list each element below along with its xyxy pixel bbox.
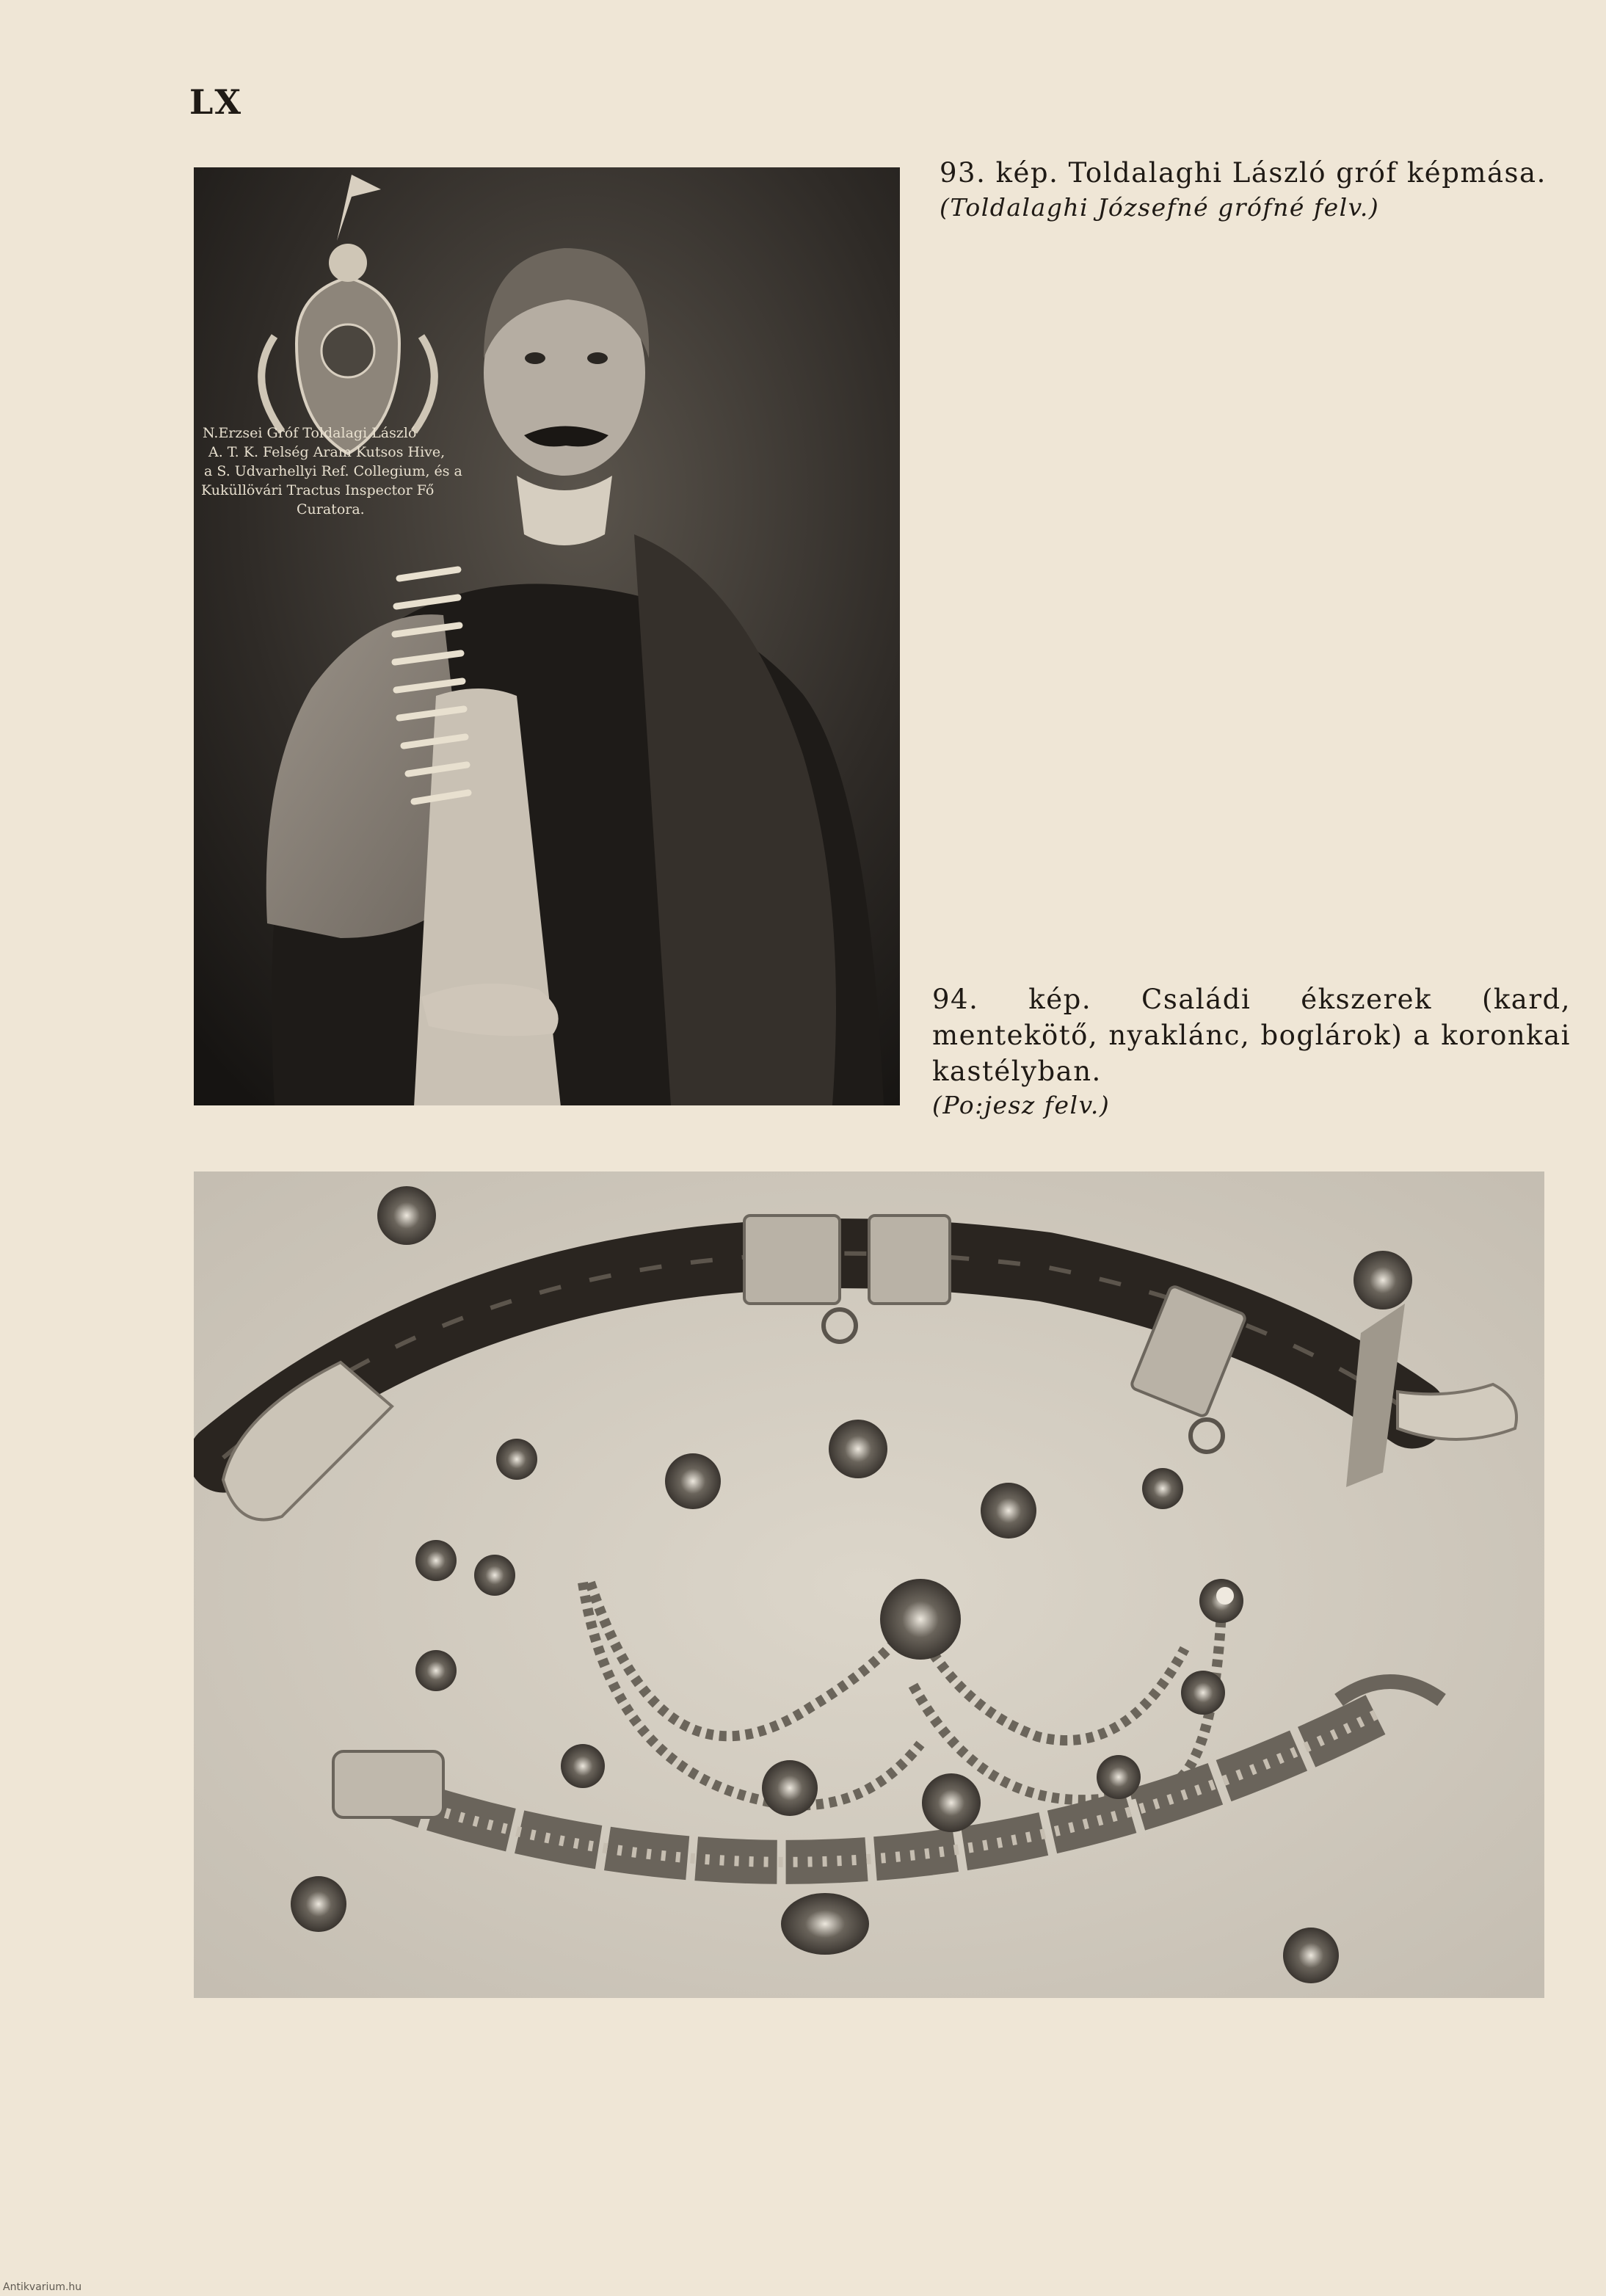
- inscription-line-3: a S. Udvarhellyi Ref. Collegium, és a: [204, 463, 462, 479]
- inscription-line-4: Kuküllövári Tractus Inspector Fő: [201, 482, 435, 498]
- inscription-line-5: Curatora.: [297, 501, 365, 517]
- portrait-illustration: [194, 167, 900, 1105]
- portrait-photo: [194, 167, 900, 1105]
- jewelry-illustration: [194, 1171, 1544, 1998]
- figure-93-title: 93. kép. Toldalaghi László gróf képmása.: [940, 157, 1547, 189]
- inscription-line-1: N.Erzsei Gróf Toldalagi László: [203, 425, 417, 441]
- watermark: Antikvarium.hu: [3, 2281, 82, 2293]
- page-number: LX: [189, 82, 243, 122]
- necklace-pendant: [880, 1579, 961, 1660]
- figure-94-credit: (Po:jesz felv.): [932, 1091, 1111, 1120]
- figure-93-credit: (Toldalaghi Józsefné grófné felv.): [940, 192, 1380, 222]
- figure-93-caption: [940, 156, 1556, 223]
- figure-94-caption: [932, 982, 1571, 1122]
- figure-94-title: 94. kép. Családi ékszerek (kard, mentekötő, nyaklánc, boglárok) a koronkai kastélyban.: [932, 984, 1571, 1087]
- inscription-line-2: A. T. K. Felség Aram Kutsos Hive,: [208, 444, 446, 460]
- jewelry-photo: [194, 1171, 1544, 1998]
